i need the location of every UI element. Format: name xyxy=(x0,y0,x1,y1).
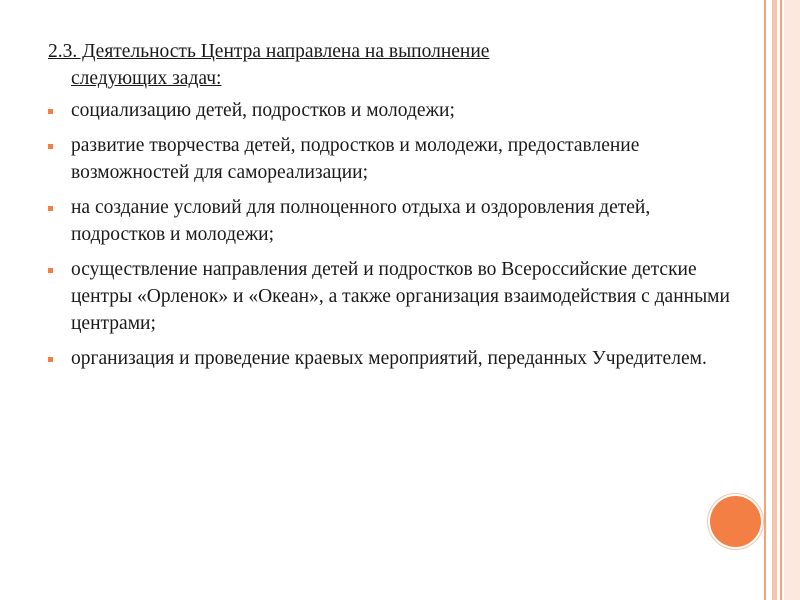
decorative-stripe xyxy=(772,0,777,600)
list-item-text: на создание условий для полноценного отдыха и оздоровления детей, подростков и молодежи; xyxy=(71,197,651,245)
list-item-text: социализацию детей, подростков и молодежи; xyxy=(71,100,455,121)
task-list xyxy=(48,97,748,372)
bullet-icon xyxy=(48,109,53,114)
slide-heading xyxy=(48,38,748,92)
list-item xyxy=(48,194,748,248)
slide-content xyxy=(48,38,748,380)
decorative-stripe xyxy=(764,0,766,600)
list-item xyxy=(48,132,748,186)
bullet-icon xyxy=(48,357,53,362)
list-item xyxy=(48,345,748,372)
decorative-circle xyxy=(710,496,761,547)
list-item-text: развитие творчества детей, подростков и молодежи, предоставление возможностей для самореализации; xyxy=(71,135,640,183)
bullet-icon xyxy=(48,206,53,211)
list-item-text: осуществление направления детей и подростков во Всероссийские детские центры «Орленок» и «Океан», а также организация взаимодействия с данными центрами; xyxy=(71,259,730,334)
list-item xyxy=(48,97,748,124)
list-item xyxy=(48,256,748,337)
heading-line-1: 2.3. Деятельность Центра направлена на выполнение xyxy=(48,41,490,62)
bullet-icon xyxy=(48,144,53,149)
bullet-icon xyxy=(48,268,53,273)
list-item-text: организация и проведение краевых мероприятий, переданных Учредителем. xyxy=(71,348,707,369)
heading-line-2: следующих задач: xyxy=(71,68,222,89)
decorative-stripe xyxy=(784,0,800,600)
decorative-stripe xyxy=(780,0,782,600)
